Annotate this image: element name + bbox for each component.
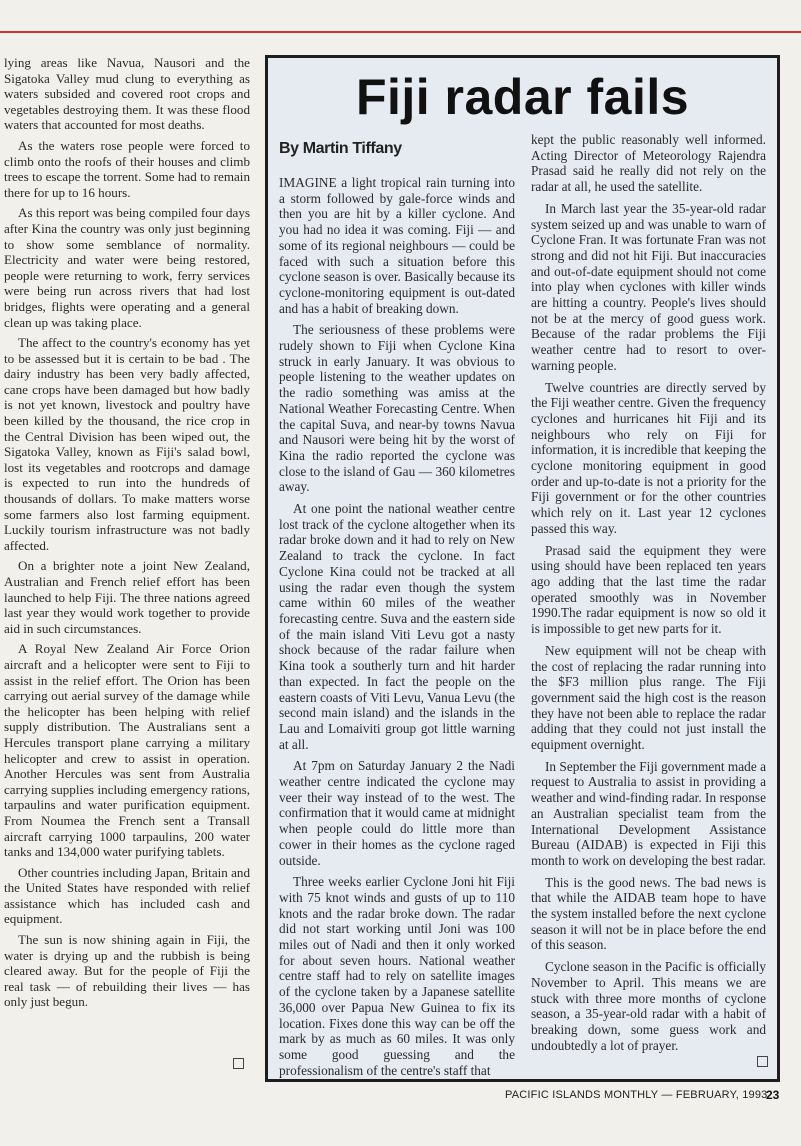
article-paragraph: kept the public reasonably well informed. Acting Director of Meteorology Rajendra Prasad said he really did not rely on the radar at all, he used the satellite. (531, 132, 766, 195)
article-paragraph: IMAGINE a light tropical rain turning into a storm followed by gale-force winds and then you are hit by a killer cyclone. And you had no idea it was coming. Fiji — and some of its regional neighbours — could be faced with such a situation before this cyclone season is over. Basically because its cyclone-monitoring equipment is out-dated and has a habit of breaking down. (279, 175, 515, 316)
radar-article-box (265, 55, 780, 1082)
page-number: 23 (766, 1088, 780, 1102)
left-paragraph: As this report was being compiled four days after Kina the country was only just beginning to show some semblance of normality. Electricity and water were being restored, people were returning to work, ferry services were being run across rivers that had lost bridges, flights were operating and a general clean up was taking place. (4, 205, 250, 330)
left-paragraph: The affect to the country's economy has yet to be assessed but it is certain to be bad . The dairy industry has been very badly affected, cane crops have been damaged but how badly is not yet known, livestock and poultry have been killed by the thousand, the rice crop in the Central Division has been wiped out, the Sigatoka Valley, known as Fiji's salad bowl, lost its vegetables and rootcrops and damage is expected to run into the hundreds of thousands of dollars. To make matters worse some farmers also lost farming equipment. Luckily tourism infrastructure was not badly affected. (4, 335, 250, 553)
article-byline: By Martin Tiffany (279, 140, 402, 157)
running-footer: PACIFIC ISLANDS MONTHLY — FEBRUARY, 1993 (505, 1089, 768, 1101)
left-paragraph: As the waters rose people were forced to climb onto the roofs of their houses and climb trees to escape the torrent. Some had to remain there for up to 16 hours. (4, 137, 250, 200)
article-paragraph: New equipment will not be cheap with the cost of replacing the radar running into the $F3 million plus range. The Fiji government said the high cost is the reason they have not been able to replace the radar adding that they could not just install the equipment overnight. (531, 642, 766, 753)
left-paragraph: lying areas like Navua, Nausori and the Sigatoka Valley mud clung to everything as waters subsided and covered root crops and vegetables destroying them. It was these flood waters that accounted for most deaths. (4, 55, 250, 133)
end-of-article-marker (757, 1056, 768, 1067)
article-paragraph: This is the good news. The bad news is that while the AIDAB team hope to have the system installed before the next cyclone season it will not be in place before the end of this season. (531, 874, 766, 953)
top-red-rule (0, 31, 801, 33)
end-of-article-marker (233, 1058, 244, 1069)
article-paragraph: The seriousness of these problems were rudely shown to Fiji when Cyclone Kina struck in early January. It was obvious to people listening to the weather updates on the radio something was amiss at the National Weather Forecasting Centre. When the capital Suva, and near-by towns Navua and Nausori were being hit by the worst of Kina the radio reported the cyclone was close to the island of Gau — 360 kilometres away. (279, 322, 515, 495)
article-paragraph: In September the Fiji government made a request to Australia to assist in providing a weather and wind-finding radar. In response an Australian specialist team from the International Development Assistance Bureau (AIDAB) is expected in Fiji this month to work on developing the best radar. (531, 758, 766, 868)
article-paragraph: Twelve countries are directly served by the Fiji weather centre. Given the frequency cyclones and hurricanes hit Fiji and its neighbours who rely on Fiji for information, it is incredible that keeping the cyclone monitoring equipment in good order and up-to-date is not a priority for the Fiji government or for the other countries which rely on it. Last year 12 cyclones passed this way. (531, 379, 766, 536)
article-column-2 (531, 132, 766, 1062)
left-paragraph: A Royal New Zealand Air Force Orion aircraft and a helicopter were sent to Fiji to assist in the relief effort. The Orion has been carrying out aerial survey of the damage while the helicopter has been helping with relief supply distribution. The Australians sent a Hercules transport plane carrying a military helicopter and crew to assist in operation. Another Hercules was sent from Australia carrying supplies including emergency rations, tarpaulins and water purification equipment. From Noumea the French sent a Transall aircraft carrying 1000 tarpaulins, 200 water tanks and 134,000 water purifying tablets. (4, 641, 250, 860)
left-paragraph: The sun is now shining again in Fiji, the water is drying up and the rubbish is being cleared away. But for the people of Fiji the real task — of rebuilding their lives — has only just begun. (4, 932, 250, 1010)
article-paragraph: Prasad said the equipment they were using should have been replaced ten years ago adding that the last time the radar operated smoothly was in November 1990.The radar equipment is now so old it is impossible to get new parts for it. (531, 542, 766, 637)
article-paragraph: Cyclone season in the Pacific is officially November to April. This means we are stuck with three more months of cyclone season, a 35-year-old radar with a habit of breaking down, some guess work and undoubtedly a lot of prayer. (531, 959, 766, 1053)
left-paragraph: Other countries including Japan, Britain and the United States have responded with relief assistance which has included cash and equipment. (4, 864, 250, 927)
article-paragraph: Three weeks earlier Cyclone Joni hit Fiji with 75 knot winds and gusts of up to 110 knots and the radar broke down. The radar did not start working until Joni was 100 miles out of Nadi and then it only worked for about seven hours. National weather centre staff had to rely on satellite images of the cyclone taken by a Japanese satellite 36,000 over Papua New Guinea to fix its location. Fixes done this way can be off the mark by as much as 60 miles. It was only some good guessing and the professionalism of the centre's staff that (279, 874, 515, 1078)
article-paragraph: At 7pm on Saturday January 2 the Nadi weather centre indicated the cyclone may veer their way instead of to the west. The confirmation that it would came at midnight when people could do little more than cower in their homes as the cyclone raged outside. (279, 758, 515, 868)
article-paragraph: In March last year the 35-year-old radar system seized up and was unable to warn of Cyclone Fran. It was fortunate Fran was not strong and did not hit Fiji. But inaccuracies and out-of-date equipment should not come into play when cyclones with killer winds are hitting a country. People's lives should not be at the mercy of good guess work. Because of the radar problems the Fiji weather centre had to resort to over-warning people. (531, 200, 766, 373)
left-paragraph: On a brighter note a joint New Zealand, Australian and French relief effort has been launched to help Fiji. The three nations agreed last year they would work together to provide aid in such circumstances. (4, 558, 250, 636)
article-column-1 (279, 175, 515, 1078)
article-headline: Fiji radar fails (355, 69, 690, 125)
left-article-column (4, 55, 250, 1075)
article-paragraph: At one point the national weather centre lost track of the cyclone altogether when its radar broke down and it had to rely on New Zealand to track the cyclone. In fact Cyclone Kina could not be tracked at all using the radar even though the system came within 60 miles of the weather forecasting centre. Suva and the eastern side of the main island Viti Levu got a nasty shock because of the radar failure when Kina took a southerly turn and hit harder than expected. In fact the people on the eastern coasts of Viti Levu, Vanua Levu (the second main island) and the islands in the Lau and Lomaiviti group got little warning at all. (279, 501, 515, 752)
